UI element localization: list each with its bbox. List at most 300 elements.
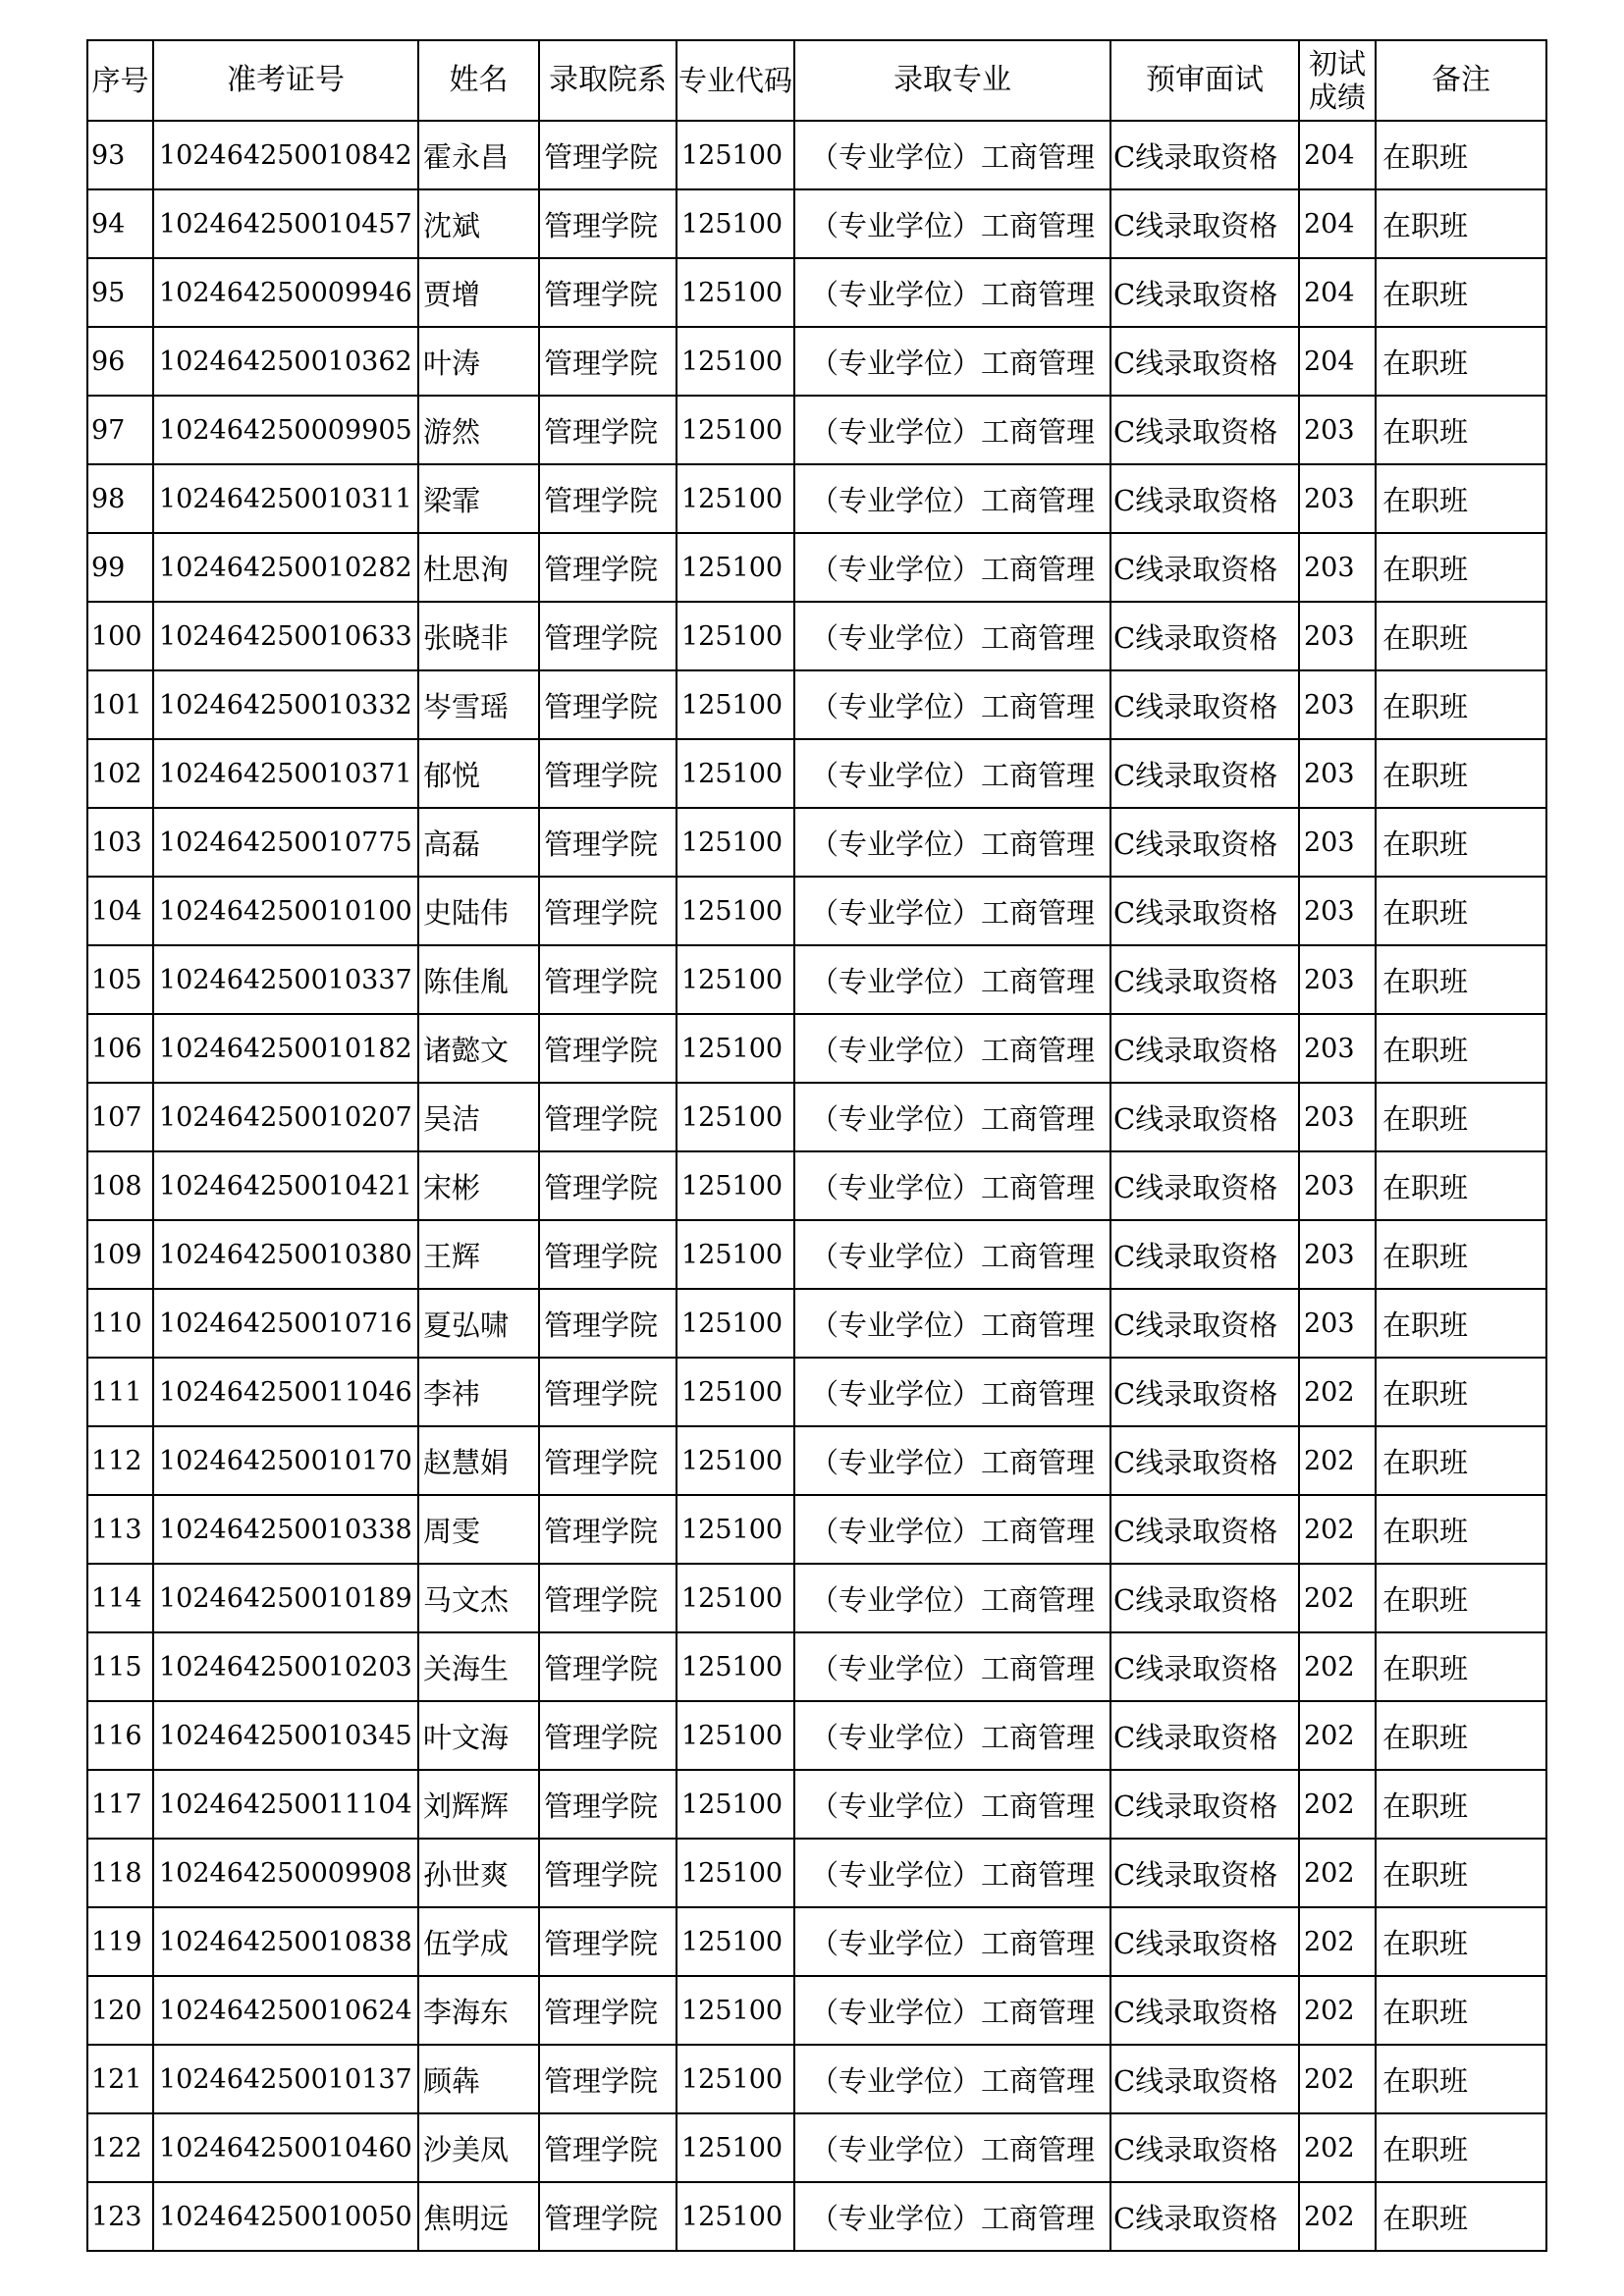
cell-college: 管理学院 (539, 464, 677, 533)
cell-name: 叶涛 (418, 327, 539, 396)
table-row (87, 2182, 1546, 2251)
table-row (87, 945, 1546, 1014)
cell-pre-interview: C线录取资格 (1110, 2182, 1299, 2251)
cell-major: （专业学位）工商管理 (794, 189, 1110, 258)
cell-major-code: 125100 (677, 1151, 794, 1220)
cell-seq: 109 (87, 1220, 153, 1289)
cell-pre-interview: C线录取资格 (1110, 121, 1299, 189)
table-row (87, 327, 1546, 396)
cell-pre-interview: C线录取资格 (1110, 1495, 1299, 1564)
cell-note: 在职班 (1376, 1701, 1546, 1770)
cell-name: 宋彬 (418, 1151, 539, 1220)
cell-name: 李祎 (418, 1358, 539, 1426)
cell-major-code: 125100 (677, 1770, 794, 1839)
cell-major-code: 125100 (677, 1358, 794, 1426)
cell-seq: 99 (87, 533, 153, 602)
cell-exam-id: 102464250010137 (153, 2045, 418, 2113)
cell-college: 管理学院 (539, 1151, 677, 1220)
table-row (87, 1220, 1546, 1289)
table-row (87, 2113, 1546, 2182)
cell-major-code: 125100 (677, 2113, 794, 2182)
cell-major: （专业学位）工商管理 (794, 1632, 1110, 1701)
cell-seq: 93 (87, 121, 153, 189)
cell-seq: 114 (87, 1564, 153, 1632)
cell-exam-id: 102464250010380 (153, 1220, 418, 1289)
cell-score: 204 (1299, 189, 1376, 258)
cell-major-code: 125100 (677, 1495, 794, 1564)
cell-major-code: 125100 (677, 1632, 794, 1701)
cell-exam-id: 102464250010207 (153, 1083, 418, 1151)
cell-name: 赵慧娟 (418, 1426, 539, 1495)
cell-pre-interview: C线录取资格 (1110, 1426, 1299, 1495)
cell-major: （专业学位）工商管理 (794, 877, 1110, 945)
cell-major-code: 125100 (677, 1564, 794, 1632)
cell-major-code: 125100 (677, 121, 794, 189)
cell-score: 204 (1299, 121, 1376, 189)
cell-college: 管理学院 (539, 396, 677, 464)
table-row (87, 2045, 1546, 2113)
cell-college: 管理学院 (539, 1220, 677, 1289)
header-pre-interview: 预审面试 (1110, 40, 1299, 121)
cell-pre-interview: C线录取资格 (1110, 602, 1299, 670)
header-college: 录取院系 (539, 40, 677, 121)
cell-seq: 119 (87, 1907, 153, 1976)
cell-college: 管理学院 (539, 1358, 677, 1426)
cell-major-code: 125100 (677, 1839, 794, 1907)
cell-note: 在职班 (1376, 1495, 1546, 1564)
table-row (87, 1289, 1546, 1358)
cell-pre-interview: C线录取资格 (1110, 877, 1299, 945)
cell-seq: 105 (87, 945, 153, 1014)
cell-note: 在职班 (1376, 1083, 1546, 1151)
cell-seq: 103 (87, 808, 153, 877)
cell-major: （专业学位）工商管理 (794, 258, 1110, 327)
cell-score: 203 (1299, 602, 1376, 670)
cell-major-code: 125100 (677, 602, 794, 670)
cell-note: 在职班 (1376, 1564, 1546, 1632)
table-row (87, 1358, 1546, 1426)
table-body (87, 121, 1546, 2251)
table-row (87, 1014, 1546, 1083)
cell-college: 管理学院 (539, 1289, 677, 1358)
cell-name: 吴洁 (418, 1083, 539, 1151)
cell-major: （专业学位）工商管理 (794, 1564, 1110, 1632)
cell-major: （专业学位）工商管理 (794, 1770, 1110, 1839)
cell-college: 管理学院 (539, 1426, 677, 1495)
cell-score: 203 (1299, 670, 1376, 739)
cell-exam-id: 102464250010203 (153, 1632, 418, 1701)
table-row (87, 189, 1546, 258)
cell-name: 刘辉辉 (418, 1770, 539, 1839)
cell-note: 在职班 (1376, 1220, 1546, 1289)
cell-note: 在职班 (1376, 464, 1546, 533)
cell-exam-id: 102464250010189 (153, 1564, 418, 1632)
cell-seq: 113 (87, 1495, 153, 1564)
cell-major-code: 125100 (677, 327, 794, 396)
cell-major: （专业学位）工商管理 (794, 602, 1110, 670)
cell-exam-id: 102464250010421 (153, 1151, 418, 1220)
cell-note: 在职班 (1376, 327, 1546, 396)
cell-major-code: 125100 (677, 1014, 794, 1083)
cell-exam-id: 102464250010633 (153, 602, 418, 670)
cell-major: （专业学位）工商管理 (794, 670, 1110, 739)
cell-college: 管理学院 (539, 1632, 677, 1701)
cell-seq: 97 (87, 396, 153, 464)
table-row (87, 1839, 1546, 1907)
cell-college: 管理学院 (539, 739, 677, 808)
cell-seq: 106 (87, 1014, 153, 1083)
cell-score: 202 (1299, 1976, 1376, 2045)
cell-major: （专业学位）工商管理 (794, 945, 1110, 1014)
cell-name: 伍学成 (418, 1907, 539, 1976)
cell-name: 沈斌 (418, 189, 539, 258)
cell-exam-id: 102464250009946 (153, 258, 418, 327)
cell-seq: 104 (87, 877, 153, 945)
cell-pre-interview: C线录取资格 (1110, 1632, 1299, 1701)
cell-pre-interview: C线录取资格 (1110, 1907, 1299, 1976)
cell-pre-interview: C线录取资格 (1110, 808, 1299, 877)
cell-major-code: 125100 (677, 2045, 794, 2113)
cell-name: 游然 (418, 396, 539, 464)
cell-college: 管理学院 (539, 877, 677, 945)
cell-seq: 111 (87, 1358, 153, 1426)
cell-major: （专业学位）工商管理 (794, 327, 1110, 396)
cell-pre-interview: C线录取资格 (1110, 1358, 1299, 1426)
cell-exam-id: 102464250010311 (153, 464, 418, 533)
cell-seq: 108 (87, 1151, 153, 1220)
cell-score: 203 (1299, 1014, 1376, 1083)
cell-seq: 116 (87, 1701, 153, 1770)
cell-college: 管理学院 (539, 1770, 677, 1839)
table-row (87, 1151, 1546, 1220)
cell-note: 在职班 (1376, 2182, 1546, 2251)
cell-major: （专业学位）工商管理 (794, 1220, 1110, 1289)
cell-pre-interview: C线录取资格 (1110, 739, 1299, 808)
cell-note: 在职班 (1376, 1289, 1546, 1358)
cell-exam-id: 102464250009905 (153, 396, 418, 464)
cell-exam-id: 102464250011104 (153, 1770, 418, 1839)
table-header (87, 40, 1546, 121)
cell-name: 张晓非 (418, 602, 539, 670)
cell-exam-id: 102464250011046 (153, 1358, 418, 1426)
cell-score: 203 (1299, 739, 1376, 808)
cell-seq: 94 (87, 189, 153, 258)
cell-note: 在职班 (1376, 1976, 1546, 2045)
cell-exam-id: 102464250010716 (153, 1289, 418, 1358)
cell-major-code: 125100 (677, 1701, 794, 1770)
cell-major: （专业学位）工商管理 (794, 2045, 1110, 2113)
admission-table (86, 39, 1547, 2252)
cell-college: 管理学院 (539, 808, 677, 877)
cell-seq: 115 (87, 1632, 153, 1701)
cell-exam-id: 102464250010182 (153, 1014, 418, 1083)
cell-major: （专业学位）工商管理 (794, 1151, 1110, 1220)
cell-major-code: 125100 (677, 1907, 794, 1976)
cell-exam-id: 102464250010775 (153, 808, 418, 877)
cell-major: （专业学位）工商管理 (794, 1701, 1110, 1770)
table-row (87, 877, 1546, 945)
cell-seq: 100 (87, 602, 153, 670)
table-row (87, 396, 1546, 464)
cell-score: 202 (1299, 1701, 1376, 1770)
header-name: 姓名 (418, 40, 539, 121)
cell-major-code: 125100 (677, 1426, 794, 1495)
cell-seq: 96 (87, 327, 153, 396)
table-row (87, 1701, 1546, 1770)
cell-name: 诸懿文 (418, 1014, 539, 1083)
cell-exam-id: 102464250010838 (153, 1907, 418, 1976)
cell-note: 在职班 (1376, 1014, 1546, 1083)
cell-score: 202 (1299, 1839, 1376, 1907)
table-row (87, 1907, 1546, 1976)
cell-college: 管理学院 (539, 1083, 677, 1151)
cell-score: 202 (1299, 1426, 1376, 1495)
cell-pre-interview: C线录取资格 (1110, 1289, 1299, 1358)
cell-name: 孙世爽 (418, 1839, 539, 1907)
cell-name: 李海东 (418, 1976, 539, 2045)
cell-major: （专业学位）工商管理 (794, 1083, 1110, 1151)
cell-seq: 120 (87, 1976, 153, 2045)
cell-major: （专业学位）工商管理 (794, 1976, 1110, 2045)
cell-pre-interview: C线录取资格 (1110, 1014, 1299, 1083)
cell-college: 管理学院 (539, 1014, 677, 1083)
cell-score: 202 (1299, 1770, 1376, 1839)
header-note: 备注 (1376, 40, 1546, 121)
cell-note: 在职班 (1376, 189, 1546, 258)
cell-seq: 112 (87, 1426, 153, 1495)
cell-name: 史陆伟 (418, 877, 539, 945)
cell-college: 管理学院 (539, 1701, 677, 1770)
cell-note: 在职班 (1376, 670, 1546, 739)
cell-note: 在职班 (1376, 1358, 1546, 1426)
cell-major-code: 125100 (677, 945, 794, 1014)
cell-pre-interview: C线录取资格 (1110, 258, 1299, 327)
admission-list-page (86, 39, 1545, 2252)
cell-name: 沙美凤 (418, 2113, 539, 2182)
cell-major-code: 125100 (677, 464, 794, 533)
cell-score: 203 (1299, 464, 1376, 533)
cell-college: 管理学院 (539, 1976, 677, 2045)
cell-note: 在职班 (1376, 602, 1546, 670)
table-row (87, 1632, 1546, 1701)
cell-note: 在职班 (1376, 121, 1546, 189)
cell-name: 贾增 (418, 258, 539, 327)
cell-score: 202 (1299, 1632, 1376, 1701)
cell-score: 203 (1299, 1083, 1376, 1151)
cell-major: （专业学位）工商管理 (794, 1014, 1110, 1083)
table-row (87, 602, 1546, 670)
cell-score: 202 (1299, 1564, 1376, 1632)
cell-name: 叶文海 (418, 1701, 539, 1770)
cell-major: （专业学位）工商管理 (794, 464, 1110, 533)
cell-exam-id: 102464250010371 (153, 739, 418, 808)
cell-major-code: 125100 (677, 1220, 794, 1289)
header-major-code: 专业代码 (677, 40, 794, 121)
cell-score: 202 (1299, 2045, 1376, 2113)
cell-name: 梁霏 (418, 464, 539, 533)
cell-major-code: 125100 (677, 739, 794, 808)
table-row (87, 808, 1546, 877)
cell-name: 焦明远 (418, 2182, 539, 2251)
cell-score: 202 (1299, 1495, 1376, 1564)
cell-major-code: 125100 (677, 396, 794, 464)
cell-note: 在职班 (1376, 808, 1546, 877)
cell-seq: 123 (87, 2182, 153, 2251)
cell-note: 在职班 (1376, 1632, 1546, 1701)
cell-major: （专业学位）工商管理 (794, 808, 1110, 877)
table-row (87, 121, 1546, 189)
cell-college: 管理学院 (539, 1907, 677, 1976)
cell-major: （专业学位）工商管理 (794, 121, 1110, 189)
cell-major-code: 125100 (677, 877, 794, 945)
cell-score: 203 (1299, 1220, 1376, 1289)
cell-name: 马文杰 (418, 1564, 539, 1632)
table-row (87, 739, 1546, 808)
cell-college: 管理学院 (539, 945, 677, 1014)
cell-seq: 110 (87, 1289, 153, 1358)
table-row (87, 533, 1546, 602)
cell-college: 管理学院 (539, 327, 677, 396)
header-major: 录取专业 (794, 40, 1110, 121)
cell-score: 202 (1299, 2182, 1376, 2251)
cell-pre-interview: C线录取资格 (1110, 1083, 1299, 1151)
cell-major-code: 125100 (677, 808, 794, 877)
cell-score: 203 (1299, 1151, 1376, 1220)
table-row (87, 1564, 1546, 1632)
cell-major: （专业学位）工商管理 (794, 1495, 1110, 1564)
cell-note: 在职班 (1376, 1151, 1546, 1220)
header-score: 初试成绩 (1299, 40, 1376, 121)
cell-pre-interview: C线录取资格 (1110, 327, 1299, 396)
cell-pre-interview: C线录取资格 (1110, 1701, 1299, 1770)
cell-seq: 101 (87, 670, 153, 739)
cell-name: 高磊 (418, 808, 539, 877)
cell-name: 郁悦 (418, 739, 539, 808)
cell-college: 管理学院 (539, 670, 677, 739)
table-row (87, 1083, 1546, 1151)
cell-pre-interview: C线录取资格 (1110, 1770, 1299, 1839)
cell-exam-id: 102464250010460 (153, 2113, 418, 2182)
cell-exam-id: 102464250010050 (153, 2182, 418, 2251)
cell-seq: 102 (87, 739, 153, 808)
cell-pre-interview: C线录取资格 (1110, 464, 1299, 533)
cell-note: 在职班 (1376, 945, 1546, 1014)
cell-major-code: 125100 (677, 2182, 794, 2251)
cell-college: 管理学院 (539, 189, 677, 258)
cell-college: 管理学院 (539, 1564, 677, 1632)
cell-exam-id: 102464250010170 (153, 1426, 418, 1495)
cell-pre-interview: C线录取资格 (1110, 1220, 1299, 1289)
cell-score: 203 (1299, 945, 1376, 1014)
cell-score: 202 (1299, 2113, 1376, 2182)
cell-name: 夏弘啸 (418, 1289, 539, 1358)
cell-pre-interview: C线录取资格 (1110, 396, 1299, 464)
cell-college: 管理学院 (539, 533, 677, 602)
cell-seq: 122 (87, 2113, 153, 2182)
cell-seq: 117 (87, 1770, 153, 1839)
table-row (87, 1770, 1546, 1839)
cell-major: （专业学位）工商管理 (794, 2182, 1110, 2251)
header-seq: 序号 (87, 40, 153, 121)
cell-note: 在职班 (1376, 2113, 1546, 2182)
cell-note: 在职班 (1376, 1907, 1546, 1976)
cell-score: 203 (1299, 1289, 1376, 1358)
cell-score: 202 (1299, 1358, 1376, 1426)
cell-exam-id: 102464250010332 (153, 670, 418, 739)
cell-score: 204 (1299, 258, 1376, 327)
cell-exam-id: 102464250009908 (153, 1839, 418, 1907)
cell-college: 管理学院 (539, 2113, 677, 2182)
cell-note: 在职班 (1376, 877, 1546, 945)
cell-major-code: 125100 (677, 1976, 794, 2045)
cell-note: 在职班 (1376, 396, 1546, 464)
cell-name: 岑雪瑶 (418, 670, 539, 739)
cell-major-code: 125100 (677, 258, 794, 327)
cell-major: （专业学位）工商管理 (794, 1839, 1110, 1907)
cell-pre-interview: C线录取资格 (1110, 189, 1299, 258)
cell-name: 顾犇 (418, 2045, 539, 2113)
cell-major: （专业学位）工商管理 (794, 533, 1110, 602)
cell-score: 203 (1299, 533, 1376, 602)
cell-score: 204 (1299, 327, 1376, 396)
table-row (87, 464, 1546, 533)
cell-major-code: 125100 (677, 1289, 794, 1358)
cell-major-code: 125100 (677, 670, 794, 739)
cell-seq: 121 (87, 2045, 153, 2113)
table-row (87, 258, 1546, 327)
table-row (87, 1426, 1546, 1495)
cell-note: 在职班 (1376, 533, 1546, 602)
cell-seq: 118 (87, 1839, 153, 1907)
cell-major: （专业学位）工商管理 (794, 2113, 1110, 2182)
cell-seq: 95 (87, 258, 153, 327)
cell-note: 在职班 (1376, 1426, 1546, 1495)
cell-exam-id: 102464250010282 (153, 533, 418, 602)
cell-score: 202 (1299, 1907, 1376, 1976)
cell-college: 管理学院 (539, 602, 677, 670)
cell-college: 管理学院 (539, 1495, 677, 1564)
cell-name: 关海生 (418, 1632, 539, 1701)
cell-pre-interview: C线录取资格 (1110, 1839, 1299, 1907)
cell-exam-id: 102464250010624 (153, 1976, 418, 2045)
cell-exam-id: 102464250010100 (153, 877, 418, 945)
cell-major: （专业学位）工商管理 (794, 1907, 1110, 1976)
header-exam-id: 准考证号 (153, 40, 418, 121)
cell-pre-interview: C线录取资格 (1110, 1564, 1299, 1632)
cell-pre-interview: C线录取资格 (1110, 2113, 1299, 2182)
cell-college: 管理学院 (539, 2182, 677, 2251)
cell-exam-id: 102464250010338 (153, 1495, 418, 1564)
cell-note: 在职班 (1376, 1770, 1546, 1839)
cell-note: 在职班 (1376, 258, 1546, 327)
cell-exam-id: 102464250010362 (153, 327, 418, 396)
cell-pre-interview: C线录取资格 (1110, 945, 1299, 1014)
cell-major: （专业学位）工商管理 (794, 396, 1110, 464)
cell-pre-interview: C线录取资格 (1110, 670, 1299, 739)
cell-major-code: 125100 (677, 533, 794, 602)
cell-seq: 98 (87, 464, 153, 533)
cell-college: 管理学院 (539, 2045, 677, 2113)
header-row (87, 40, 1546, 121)
cell-exam-id: 102464250010337 (153, 945, 418, 1014)
cell-major: （专业学位）工商管理 (794, 1426, 1110, 1495)
cell-score: 203 (1299, 396, 1376, 464)
cell-college: 管理学院 (539, 121, 677, 189)
cell-exam-id: 102464250010345 (153, 1701, 418, 1770)
cell-pre-interview: C线录取资格 (1110, 2045, 1299, 2113)
table-row (87, 1495, 1546, 1564)
cell-major-code: 125100 (677, 189, 794, 258)
